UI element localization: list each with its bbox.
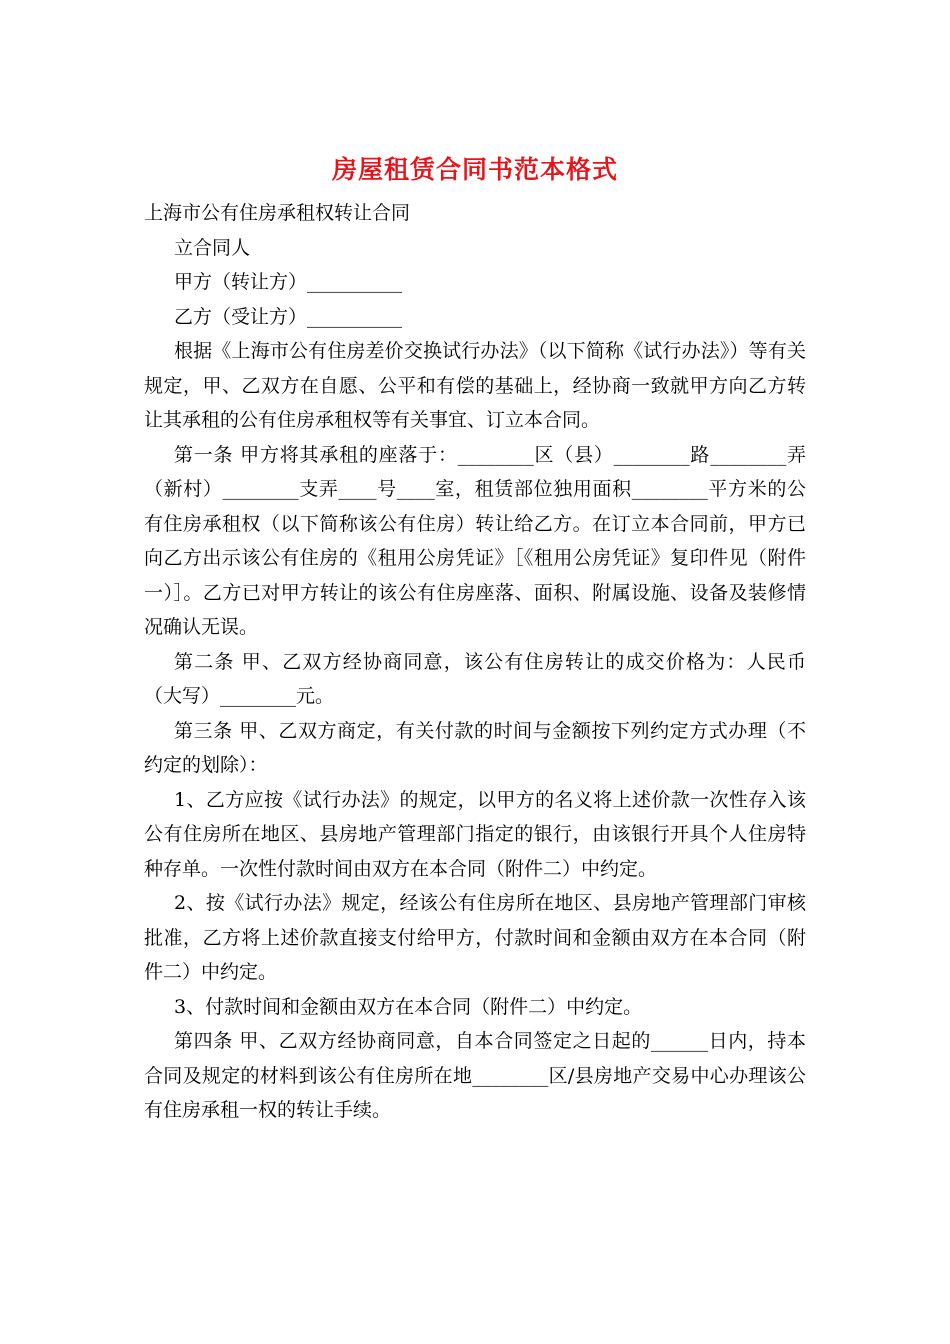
document-body (144, 196, 806, 1128)
party-b-line: 乙方（受让方）__________ (174, 305, 403, 328)
document-title: 房屋租赁合同书范本格式 (331, 155, 618, 184)
article-3-item-3: 3、付款时间和金额由双方在本合同（附件二）中约定。 (174, 995, 643, 1018)
parties-heading: 立合同人 (174, 236, 251, 259)
article-2: 第二条 甲、乙双方经协商同意，该公有住房转让的成交价格为：人民币（大写）________元。 (144, 650, 806, 707)
party-a-line: 甲方（转让方）__________ (174, 271, 403, 293)
article-1: 第一条 甲方将其承租的座落于：________区（县）________路________弄（新村）________支弄____号____室，租赁部位独用面积________平方米的公有住房承租权（以下简称该公有住房）转让给乙方。在订立本合同前，甲方已向乙方出示该公有住房的《租用公房凭证》［《租用公房凭证》复印件见（附件一）］。乙方已对甲方转让的该公有住房座落、面积、附属设施、设备及装修情况确认无误。 (144, 443, 806, 638)
article-3-item-1: 1、乙方应按《试行办法》的规定，以甲方的名义将上述价款一次性存入该公有住房所在地区、县房地产管理部门指定的银行，由该银行开具个人住房特种存单。一次性付款时间由双方在本合同（附件二）中约定。 (144, 788, 806, 880)
article-3: 第三条 甲、乙双方商定，有关付款的时间与金额按下列约定方式办理（不约定的划除）： (144, 719, 806, 776)
article-4: 第四条 甲、乙双方经协商同意，自本合同签定之日起的______日内，持本合同及规定的材料到该公有住房所在地________区/县房地产交易中心办理该公有住房承租一权的转让手续。 (144, 1030, 806, 1121)
contract-name: 上海市公有住房承租权转让合同 (144, 202, 411, 224)
article-3-item-2: 2、按《试行办法》规定，经该公有住房所在地区、县房地产管理部门审核批准，乙方将上述价款直接支付给甲方，付款时间和金额由双方在本合同（附件二）中约定。 (144, 892, 806, 983)
preamble-paragraph: 根据《上海市公有住房差价交换试行办法》（以下简称《试行办法》）等有关规定，甲、乙双方在自愿、公平和有偿的基础上，经协商一致就甲方向乙方转让其承租的公有住房承租权等有关事宜、订立本合同。 (144, 340, 806, 431)
